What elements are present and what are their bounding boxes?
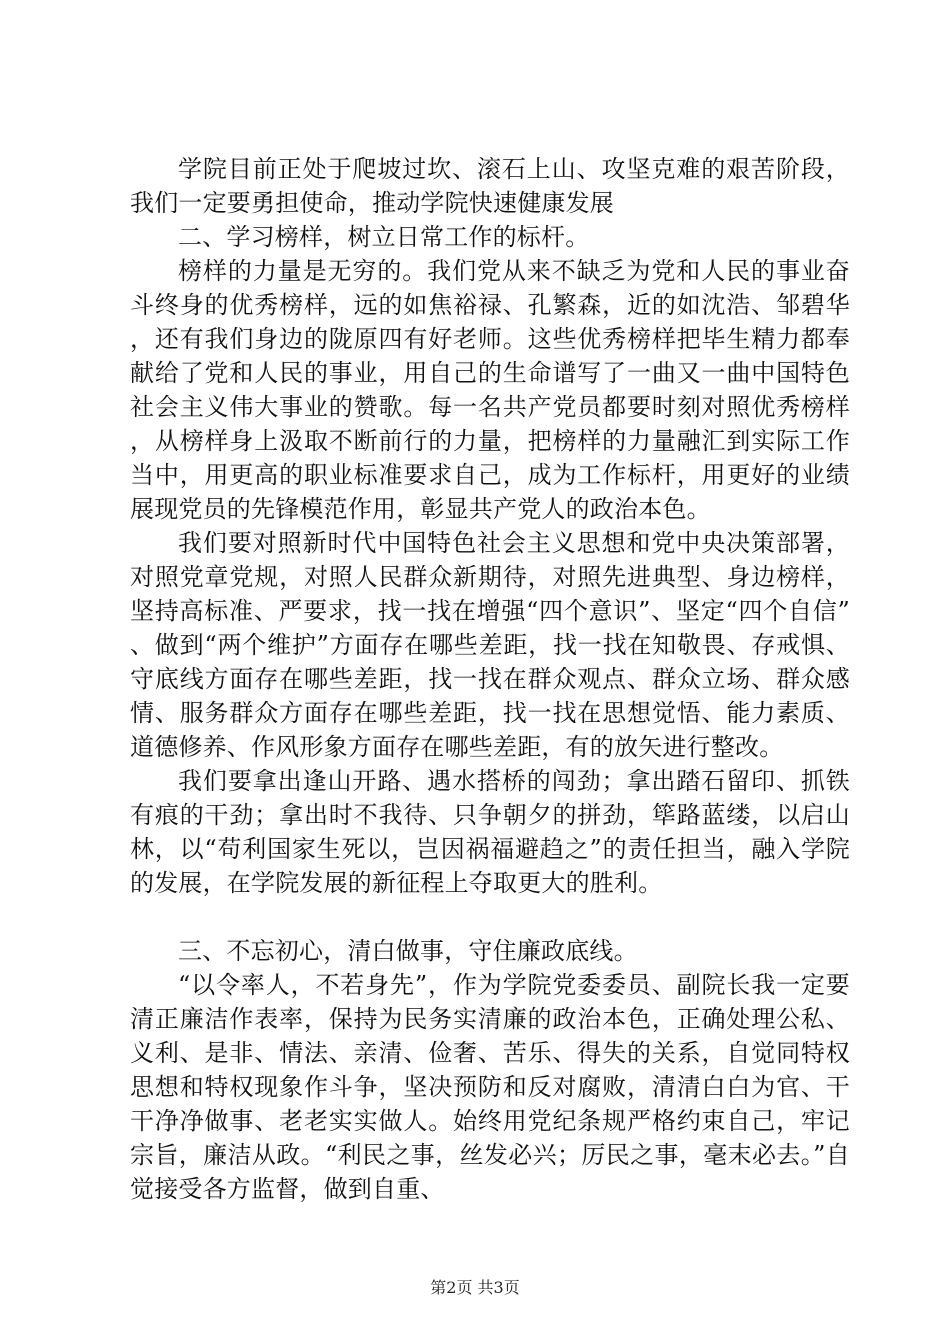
section-heading-2: 二、学习榜样，树立日常工作的标杆。 — [178, 223, 590, 251]
paragraph-compare: 我们要对照新时代中国特色社会主义思想和党中央决策部署，对照党章党规，对照人民群众新期待，对照先进典型、身边榜样，坚持高标准、严要求，找一找在增强“四个意识”、坚定“四个自信”、做到“两个维护”方面存在哪些差距，找一找在知敬畏、存戒惧、守底线方面存在哪些差距，找一找在群众观点、群众立场、群众感情、服务群众方面存在哪些差距，找一找在思想觉悟、能力素质、道德修养、作风形象方面存在哪些差距，有的放矢进行整改。 — [130, 529, 850, 761]
paragraph-gap — [130, 900, 850, 934]
paragraph-role-models: 榜样的力量是无穷的。我们党从来不缺乏为党和人民的事业奋斗终身的优秀榜样，远的如焦裕禄、孔繁森，近的如沈浩、邹碧华，还有我们身边的陇原四有好老师。这些优秀榜样把毕生精力都奉献给了党和人民的事业，用自己的生命谱写了一曲又一曲中国特色社会主义伟大事业的赞歌。每一名共产党员都要时刻对照优秀榜样，从榜样身上汲取不断前行的力量，把榜样的力量融汇到实际工作当中，用更高的职业标准要求自己，成为工作标杆，用更好的业绩展现党员的先锋模范作用，彰显共产党人的政治本色。 — [130, 257, 850, 523]
document-body — [130, 152, 850, 1206]
paragraph-spirit: 我们要拿出逢山开路、遇水搭桥的闯劲；拿出踏石留印、抓铁有痕的干劲；拿出时不我待、只争朝夕的拼劲，筚路蓝缕，以启山林，以“苟利国家生死以，岂因祸福避趋之”的责任担当，融入学院的发展，在学院发展的新征程上夺取更大的胜利。 — [130, 767, 850, 897]
page-footer: 第2页 共3页 — [430, 1278, 520, 1297]
paragraph-intro: 学院目前正处于爬坡过坎、滚石上山、攻坚克难的艰苦阶段，我们一定要勇担使命，推动学院快速健康发展 — [130, 155, 850, 217]
section-heading-3: 三、不忘初心，清白做事，守住廉政底线。 — [178, 937, 638, 965]
paragraph-integrity: “以令率人，不若身先”，作为学院党委委员、副院长我一定要清正廉洁作表率，保持为民务实清廉的政治本色，正确处理公私、义利、是非、情法、亲清、俭奢、苦乐、得失的关系，自觉同特权思想和特权现象作斗争，坚决预防和反对腐败，清清白白为官、干干净净做事、老老实实做人。始终用党纪条规严格约束自己，牢记宗旨，廉洁从政。“利民之事，丝发必兴；厉民之事，毫末必去。”自觉接受各方监督，做到自重、 — [130, 971, 850, 1203]
